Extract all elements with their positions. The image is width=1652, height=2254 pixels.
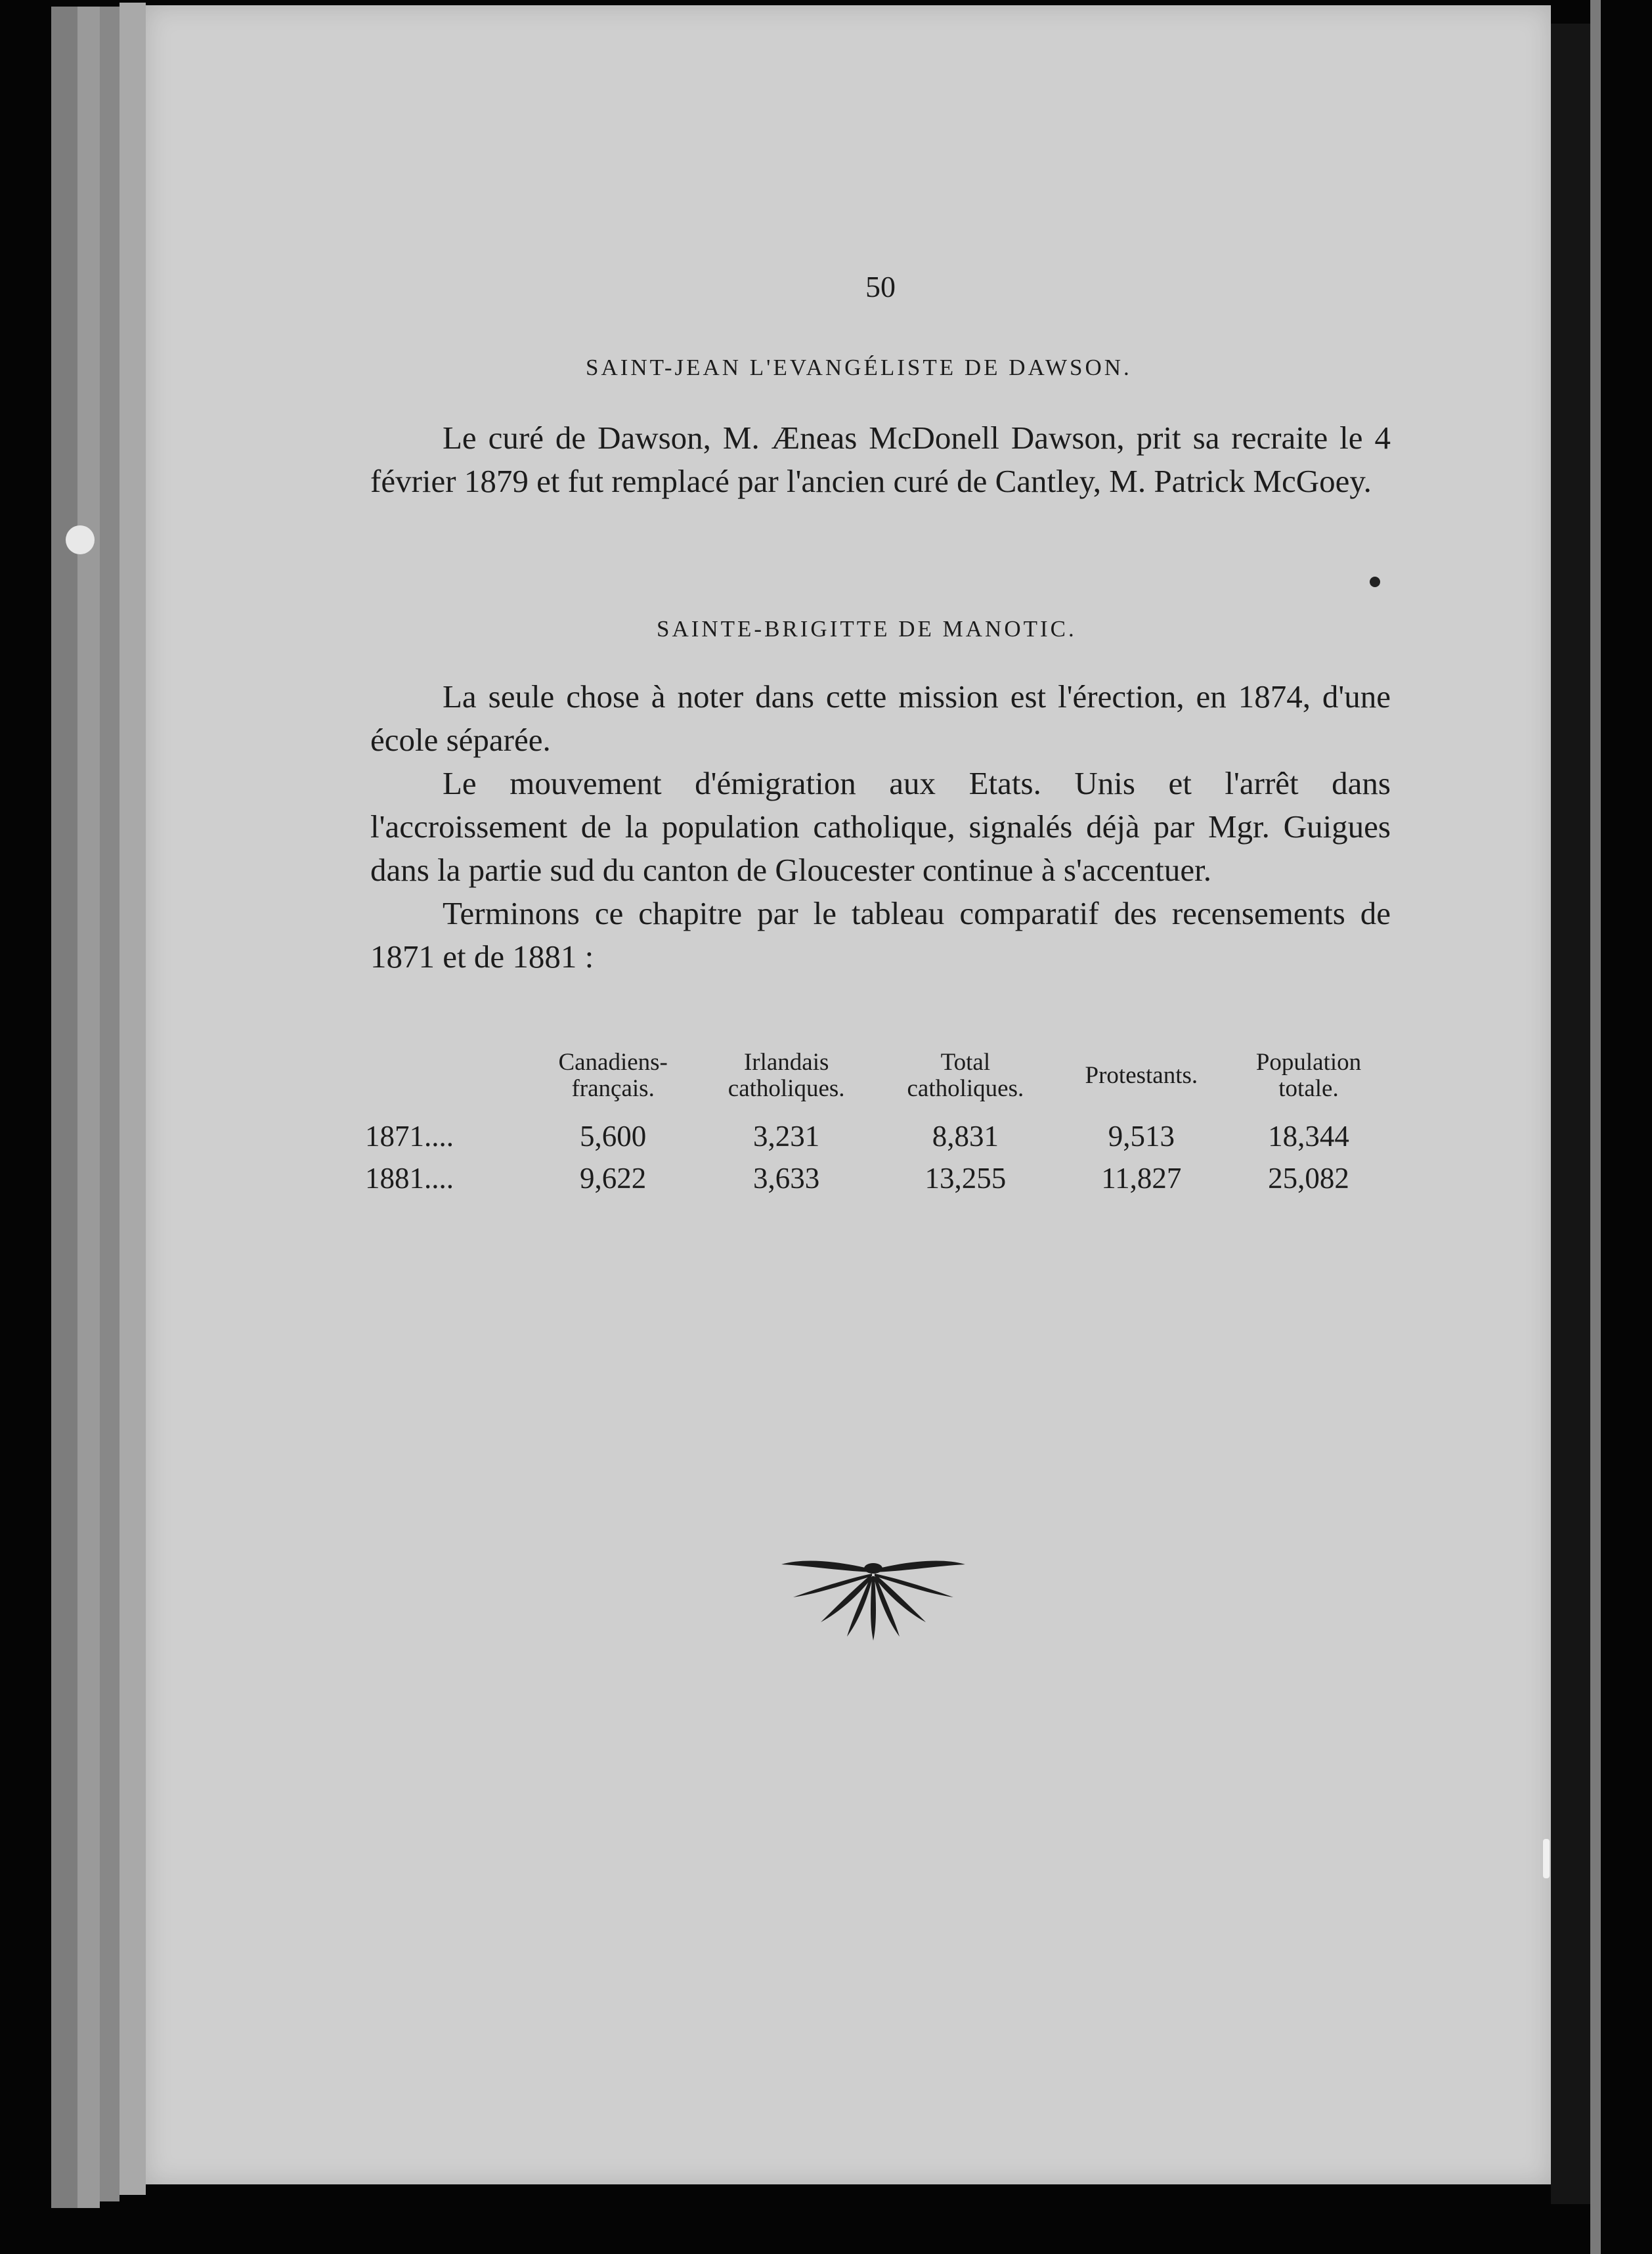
page-edge — [77, 7, 100, 2208]
column-header-canadiens-francais: Canadiens- français. — [558, 1049, 668, 1102]
census-header-row — [365, 1050, 1389, 1115]
section-body-dawson — [370, 416, 1391, 503]
table-cell: 3,633 — [753, 1162, 820, 1195]
column-header-total-catholiques: Total catholiques. — [907, 1049, 1024, 1102]
column-header-population-totale: Population totale. — [1255, 1049, 1362, 1102]
table-cell: 25,082 — [1268, 1162, 1349, 1195]
paragraph: Le curé de Dawson, M. Æneas McDonell Dawson, prit sa recraite le 4 février 1879 et fut remplacé par l'ancien curé de Cantley, M. Patrick McGoey. — [370, 420, 1391, 499]
paper-blemish — [1543, 1839, 1550, 1878]
paragraph: La seule chose à noter dans cette mission est l'érection, en 1874, d'une école séparée. — [370, 678, 1391, 758]
table-cell-year: 1881.... — [365, 1162, 454, 1195]
book-spine-edge — [1590, 0, 1601, 2254]
table-cell: 9,622 — [580, 1162, 647, 1195]
table-cell: 3,231 — [753, 1120, 820, 1153]
section-heading-dawson: SAINT-JEAN L'EVANGÉLISTE DE DAWSON. — [586, 355, 1132, 380]
table-cell: 11,827 — [1101, 1162, 1182, 1195]
table-row — [365, 1157, 1389, 1199]
table-cell: 8,831 — [932, 1120, 999, 1153]
table-cell: 9,513 — [1108, 1120, 1175, 1153]
section-body-manotic — [370, 675, 1391, 979]
table-cell: 13,255 — [924, 1162, 1007, 1195]
table-row — [365, 1115, 1389, 1157]
table-cell: 5,600 — [580, 1120, 647, 1153]
page-edge — [120, 3, 146, 2195]
paragraph: Le mouvement d'émigration aux Etats. Unis et l'arrêt dans l'accroissement de la population catholique, signalés déjà par Mgr. Guigues dans la partie sud du canton de Gloucester continue à s'accentuer. — [370, 765, 1391, 888]
table-cell-year: 1871.... — [365, 1120, 454, 1153]
section-heading-manotic: SAINTE-BRIGITTE DE MANOTIC. — [657, 616, 1077, 642]
column-header-irlandais-catholiques: Irlandais catholiques. — [728, 1049, 845, 1102]
column-header-year — [365, 1050, 529, 1115]
census-table — [365, 1050, 1389, 1199]
fleuron-fan-icon — [781, 1557, 965, 1642]
column-header-protestants: Protestants. — [1085, 1062, 1198, 1089]
page-number: 50 — [865, 270, 896, 303]
table-cell: 18,344 — [1268, 1120, 1349, 1153]
ink-speck — [1370, 577, 1380, 587]
page-edge — [51, 7, 77, 2208]
page-edge — [100, 7, 120, 2201]
paragraph: Terminons ce chapitre par le tableau comparatif des recensements de 1871 et de 1881 : — [370, 895, 1391, 975]
book-spine — [1551, 24, 1590, 2204]
paper-blemish — [66, 525, 95, 554]
